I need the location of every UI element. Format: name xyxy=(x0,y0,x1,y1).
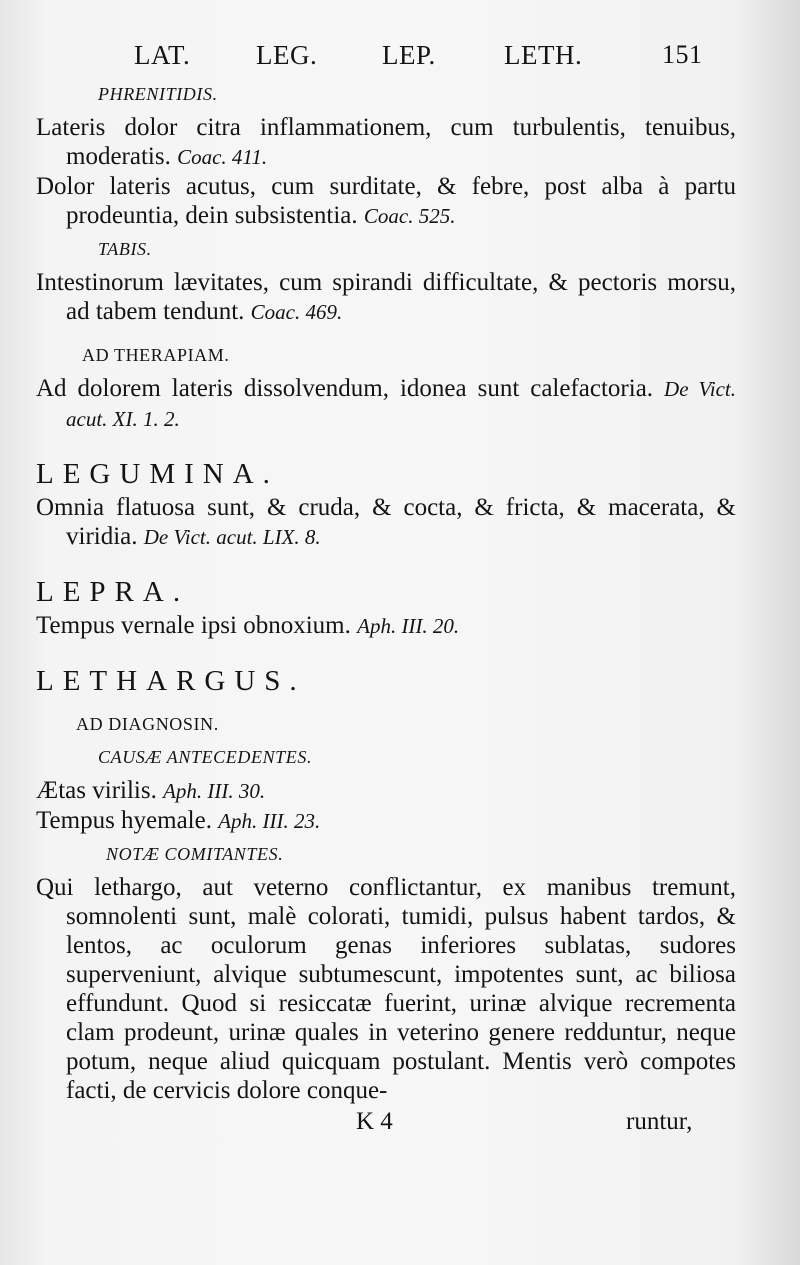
heading-legumina: LEGUMINA. xyxy=(36,458,279,490)
catchword: runtur, xyxy=(626,1108,693,1135)
subheading-phrenitidis: PHRENITIDIS. xyxy=(98,84,218,104)
header-word: LAT. xyxy=(134,40,191,70)
aphorism-entry xyxy=(36,806,736,836)
entry-text: Tempus vernale ipsi obnoxium. xyxy=(36,612,351,639)
citation: Coac. 469. xyxy=(250,300,343,324)
citation: Aph. III. 30. xyxy=(163,779,266,803)
aphorism-entry xyxy=(36,113,736,172)
aphorism-entry xyxy=(36,776,736,806)
page-number: 151 xyxy=(662,40,703,69)
entry-text: Tempus hyemale. xyxy=(36,807,212,834)
citation: De Vict. acut. LIX. 8. xyxy=(143,525,321,549)
heading-lepra: LEPRA. xyxy=(36,576,190,608)
aphorism-entry xyxy=(36,172,736,231)
subheading-ad-therapiam: AD THERAPIAM. xyxy=(82,345,230,365)
subheading-ad-diagnosin: AD DIAGNOSIN. xyxy=(76,714,219,734)
entry-text: Ætas virilis. xyxy=(36,777,157,804)
page-footer xyxy=(36,1107,736,1137)
heading-lethargus: LETHARGUS. xyxy=(36,665,306,697)
running-header xyxy=(0,40,800,84)
header-word: LETH. xyxy=(504,40,583,70)
aphorism-entry xyxy=(36,873,736,1105)
aphorism-entry xyxy=(36,374,736,434)
citation: Coac. 525. xyxy=(363,204,456,228)
entry-text: Omnia flatuosa sunt, & cruda, & cocta, & fricta, & macerata, & viridia. xyxy=(36,494,736,550)
aphorism-entry xyxy=(36,611,736,641)
header-word: LEP. xyxy=(382,40,436,70)
aphorism-entry xyxy=(36,268,736,327)
citation: Aph. III. 20. xyxy=(357,614,460,638)
entry-text: Qui lethargo, aut veterno conflictantur, ex manibus tremunt, somnolenti sunt, malè colorati, tumidi, pulsus habent tardos, & lentos, ac oculorum genas inferiores sublatas, sudores superveniunt, alvique subtumescunt, impotentes sunt, ac biliosa effundunt. Quod si resiccatæ fuerint, urinæ alvique recrementa clam prodeunt, urinæ quales in veterino genere redduntur, neque potum, neque aliud quicquam postulant. Mentis verò compotes facti, de cervicis dolore conque- xyxy=(36,874,736,1104)
signature-mark: K 4 xyxy=(356,1108,393,1135)
citation: Aph. III. 23. xyxy=(218,809,321,833)
entry-text: Intestinorum lævitates, cum spirandi difficultate, & pectoris morsu, ad tabem tendunt. xyxy=(36,269,736,325)
subheading-tabis: TABIS. xyxy=(98,239,152,259)
entry-text: Lateris dolor citra inflammationem, cum turbulentis, tenuibus, moderatis. xyxy=(36,114,736,170)
subheading-causae: CAUSÆ ANTECEDENTES. xyxy=(98,747,313,767)
citation: De Vict. acut. XI. 1. 2. xyxy=(66,377,736,431)
aphorism-entry xyxy=(36,493,736,552)
page-body xyxy=(36,80,736,1137)
subheading-notae: NOTÆ COMITANTES. xyxy=(106,844,284,864)
citation: Coac. 411. xyxy=(177,145,268,169)
entry-text: Dolor lateris acutus, cum surditate, & febre, post alba à partu prodeuntia, dein subsistentia. xyxy=(36,173,736,229)
header-word: LEG. xyxy=(256,40,318,70)
entry-text: Ad dolorem lateris dissolvendum, idonea sunt calefactoria. xyxy=(36,375,654,402)
